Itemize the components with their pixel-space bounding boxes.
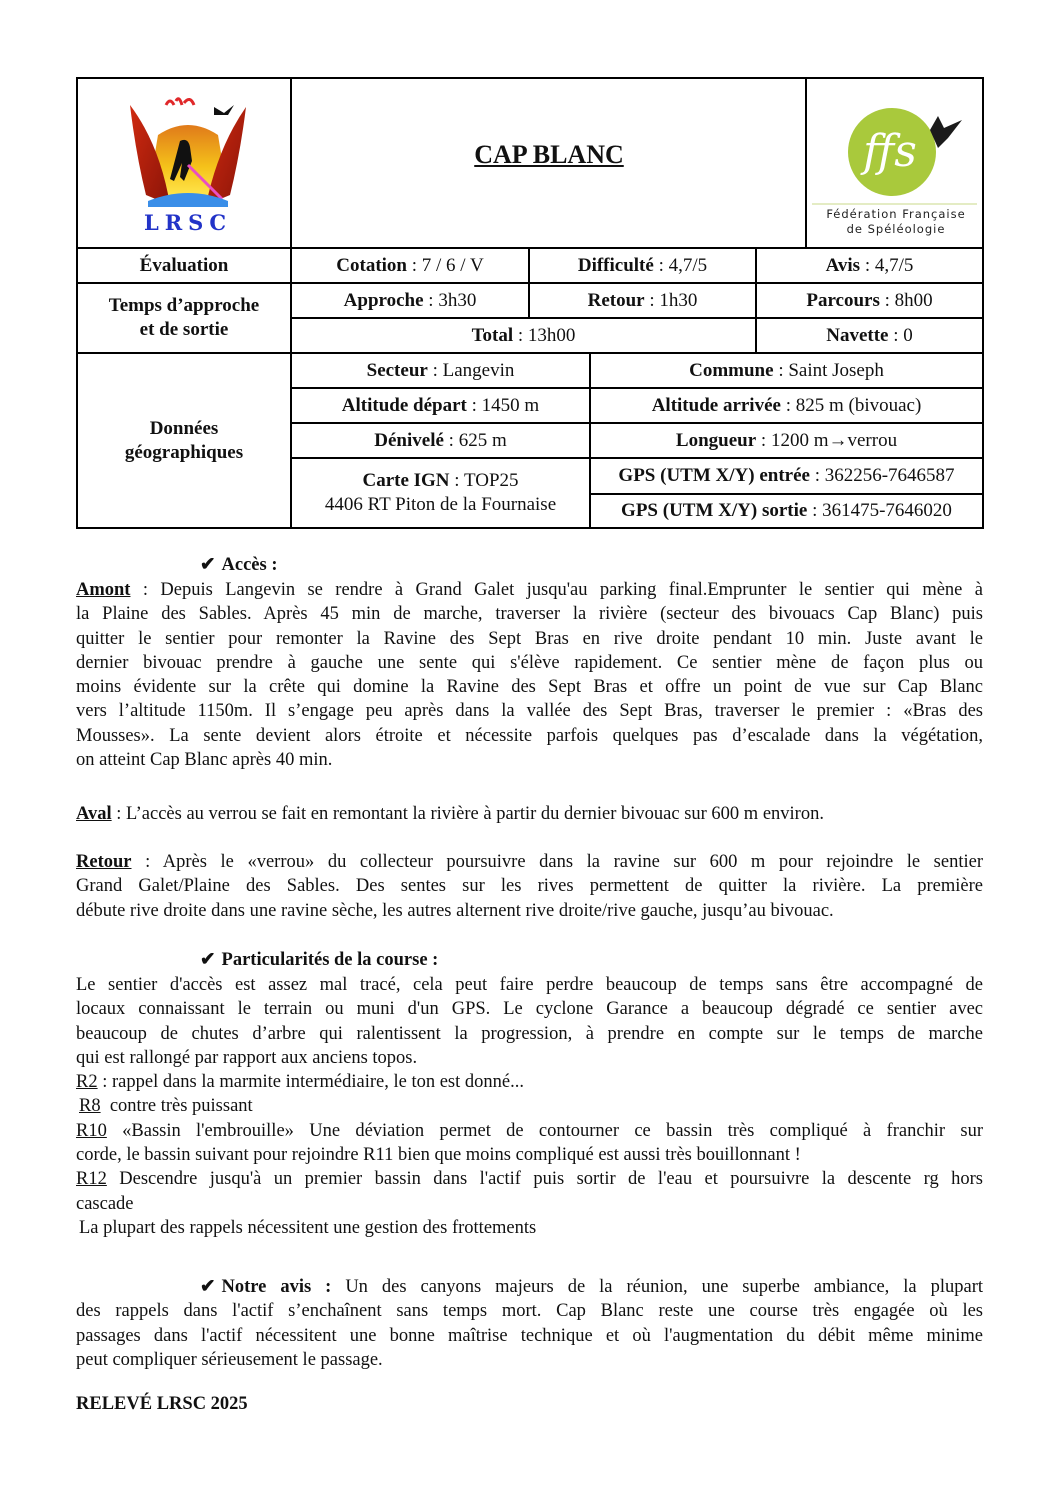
cotation-value: : 7 / 6 / V: [407, 254, 484, 276]
navette-cell: [757, 319, 982, 352]
total-value: : 13h00: [513, 324, 576, 346]
avis-cell: [757, 249, 982, 282]
r12-text: Descendre jusqu'à un premier bassin dans l'actif puis sortir de l'eau et poursuivre la descente rg hors: [106, 1169, 983, 1190]
r10-line2: corde, le bassin suivant pour rejoindre R11 bien que moins compliqué est aussi très bouillonnant !: [76, 1145, 801, 1166]
svg-text:ffs: ffs: [863, 126, 917, 177]
carte-ign-label: Carte IGN: [362, 470, 450, 491]
temps-label-line2: et de sortie: [139, 319, 229, 340]
particularites-line: Le sentier d'accès est assez mal tracé, cela peut faire perdre beaucoup de temps sans être accompagné de: [76, 975, 983, 995]
geo-label-line2: géographiques: [124, 441, 244, 463]
aval-text: : L’accès au verrou se fait en remontant la rivière à partir du dernier bivouac sur 600 m environ.: [111, 804, 824, 824]
r10-label: R10: [76, 1120, 107, 1141]
amont-paragraph: [76, 578, 983, 772]
amont-label: Amont: [76, 580, 131, 600]
particularites-line: qui est rallongé par rapport aux anciens topos.: [76, 1047, 418, 1068]
gps-sortie-value: : 361475-7646020: [807, 500, 952, 521]
check-icon: ✔: [200, 950, 216, 970]
denivele-value: : 625 m: [443, 429, 507, 451]
gps-entree-value: : 362256-7646587: [809, 465, 955, 486]
evaluation-label: Évaluation: [139, 254, 229, 276]
difficulte-label: Difficulté: [577, 254, 654, 276]
longueur-cell: [591, 424, 982, 457]
approche-value: : 3h30: [423, 289, 477, 311]
difficulte-cell: [530, 249, 755, 282]
approche-cell: [292, 284, 528, 317]
aval-paragraph: [76, 802, 983, 826]
retour-value: : 1h30: [644, 289, 698, 311]
r2-text: : rappel dans la marmite intermédiaire, le ton est donné...: [97, 1072, 524, 1093]
avis-line: peut compliquer sérieusement le passage.: [76, 1349, 383, 1370]
svg-text:LRSC: LRSC: [143, 210, 233, 235]
avis-line: passages dans l'actif nécessitent une bonne maîtrise technique et où l'augmentation du débit même minime: [76, 1325, 983, 1346]
amont-line: on atteint Cap Blanc après 40 min.: [76, 750, 333, 771]
particularites-paragraph: [76, 973, 983, 1240]
page-title: CAP BLANC: [474, 140, 624, 169]
approche-label: Approche: [343, 289, 424, 311]
ffs-caption-line2: de Spéléologie: [846, 222, 946, 236]
r10-text: «Bassin l'embrouille» Une déviation permet de contourner ce bassin très compliqué à franchir sur: [106, 1120, 983, 1141]
retour-cell: [530, 284, 755, 317]
gps-sortie-cell: [591, 495, 982, 527]
cotation-cell: [292, 249, 528, 282]
r12-line2: cascade: [76, 1193, 134, 1214]
retour-line: : Après le «verrou» du collecteur poursuivre dans la ravine sur 600 m pour rejoindre le sentier: [131, 852, 983, 872]
amont-line: vers l’altitude 1150m. Il s’engage peu après dans la vallée des Sept Bras, traverser le premier : «Bras des: [76, 701, 983, 722]
navette-value: : 0: [888, 324, 913, 346]
altitude-depart-value: : 1450 m: [466, 394, 540, 416]
particularites-line: locaux connaissant le terrain ou muni d'un GPS. Le cyclone Garance a beaucoup dégradé ce sentier avec: [76, 999, 983, 1020]
denivele-cell: [292, 424, 589, 457]
particularites-heading-text: Particularités de la course :: [221, 950, 439, 970]
lrsc-logo: [118, 95, 258, 235]
r2-note: [76, 1070, 983, 1094]
avis-heading: Notre avis :: [221, 1277, 332, 1297]
amont-line: la Plaine des Sables. Après 45 min de marche, traverser la rivière (secteur des bivouacs Cap Blanc) puis: [76, 604, 983, 625]
retour-label: Retour: [587, 289, 645, 311]
acces-heading: [200, 554, 278, 576]
gps-sortie-label: GPS (UTM X/Y) sortie: [621, 500, 808, 521]
ffs-logo-icon: [812, 100, 982, 205]
total-label: Total: [471, 324, 514, 346]
ffs-caption: [806, 207, 986, 237]
retour-label: Retour: [76, 852, 132, 872]
avis-paragraph: [76, 1275, 983, 1372]
check-icon: ✔: [200, 1277, 216, 1297]
secteur-cell: [292, 354, 589, 387]
lrsc-logo-icon: [118, 95, 258, 235]
secteur-label: Secteur: [366, 359, 428, 381]
geo-label-cell: [78, 354, 290, 527]
retour-line: débute rive droite dans une ravine sèche, les autres alternent rive droite/rive gauche, jusqu’au bivouac.: [76, 900, 834, 921]
check-icon: ✔: [200, 555, 216, 575]
r8-text: contre très puissant: [100, 1096, 253, 1117]
altitude-depart-label: Altitude départ: [341, 394, 467, 416]
commune-value: : Saint Joseph: [773, 359, 884, 381]
carte-ign-value: : TOP25: [449, 470, 519, 491]
temps-label-line1: Temps d’approche: [108, 295, 260, 316]
carte-ign-line2: 4406 RT Piton de la Fournaise: [324, 494, 557, 515]
carte-ign-cell: [292, 459, 589, 527]
gps-entree-cell: [591, 459, 982, 493]
amont-line: moins évidente sur la crête qui domine la Ravine des Sept Bras et offre un point de vue sur Cap Blanc: [76, 677, 983, 698]
r8-note: [76, 1094, 983, 1118]
longueur-label: Longueur: [675, 429, 757, 451]
parcours-value: : 8h00: [879, 289, 933, 311]
altitude-arrivee-value: : 825 m (bivouac): [780, 394, 922, 416]
aval-label: Aval: [76, 804, 112, 824]
ffs-caption-line1: Fédération Française: [826, 207, 966, 221]
altitude-arrivee-label: Altitude arrivée: [651, 394, 781, 416]
commune-cell: [591, 354, 982, 387]
avis-value: : 4,7/5: [860, 254, 914, 276]
altitude-arrivee-cell: [591, 389, 982, 422]
temps-label-cell: [78, 284, 290, 352]
retour-paragraph: [76, 850, 983, 923]
r2-label: R2: [76, 1072, 98, 1093]
total-cell: [292, 319, 755, 352]
parcours-cell: [757, 284, 982, 317]
denivele-label: Dénivelé: [374, 429, 444, 451]
r12-note: [76, 1167, 983, 1191]
secteur-value: : Langevin: [427, 359, 515, 381]
parcours-label: Parcours: [806, 289, 880, 311]
acces-heading-text: Accès :: [221, 555, 278, 575]
footer-releve: RELEVÉ LRSC 2025: [76, 1394, 248, 1414]
altitude-depart-cell: [292, 389, 589, 422]
r8-label: R8: [79, 1096, 101, 1117]
retour-line: Grand Galet/Plaine des Sables. Des sentes sur les rives permettent de quitter la rivière. La première: [76, 876, 983, 897]
cotation-label: Cotation: [336, 254, 407, 276]
amont-line: quitter le sentier pour remonter la Ravine des Sept Bras en rive droite pendant 10 min. Juste avant le: [76, 628, 983, 649]
amont-line: : Depuis Langevin se rendre à Grand Galet jusqu'au parking final.Emprunter le sentier qui mène à: [130, 580, 983, 600]
gps-entree-label: GPS (UTM X/Y) entrée: [618, 465, 810, 486]
r12-label: R12: [76, 1169, 107, 1190]
navette-label: Navette: [826, 324, 889, 346]
frottements-note: La plupart des rappels nécessitent une gestion des frottements: [79, 1217, 537, 1238]
r10-note: [76, 1119, 983, 1143]
particularites-line: beaucoup de chutes d’arbre qui ralentissent la progression, à prendre en compte sur le temps de marche: [76, 1023, 983, 1044]
particularites-heading: [200, 949, 438, 971]
amont-line: dernier bivouac prendre à gauche une sente qui s'élève rapidement. Ce sentier mène de façon plus ou: [76, 652, 983, 673]
commune-label: Commune: [689, 359, 774, 381]
amont-line: Mousses». La sente devient alors étroite et nécessite parfois quelques pas d’escalade dans la végétation,: [76, 725, 983, 746]
difficulte-value: : 4,7/5: [653, 254, 708, 276]
longueur-value: : 1200 m→verrou: [756, 429, 898, 451]
avis-line: Un des canyons majeurs de la réunion, une superbe ambiance, la plupart: [331, 1277, 984, 1297]
geo-label-line1: Données: [149, 417, 219, 439]
evaluation-label-cell: [78, 249, 290, 282]
avis-label: Avis: [825, 254, 861, 276]
avis-line: des rappels dans l'actif s’enchaînent sans temps mort. Cap Blanc reste une course très engagée où les: [76, 1301, 983, 1322]
